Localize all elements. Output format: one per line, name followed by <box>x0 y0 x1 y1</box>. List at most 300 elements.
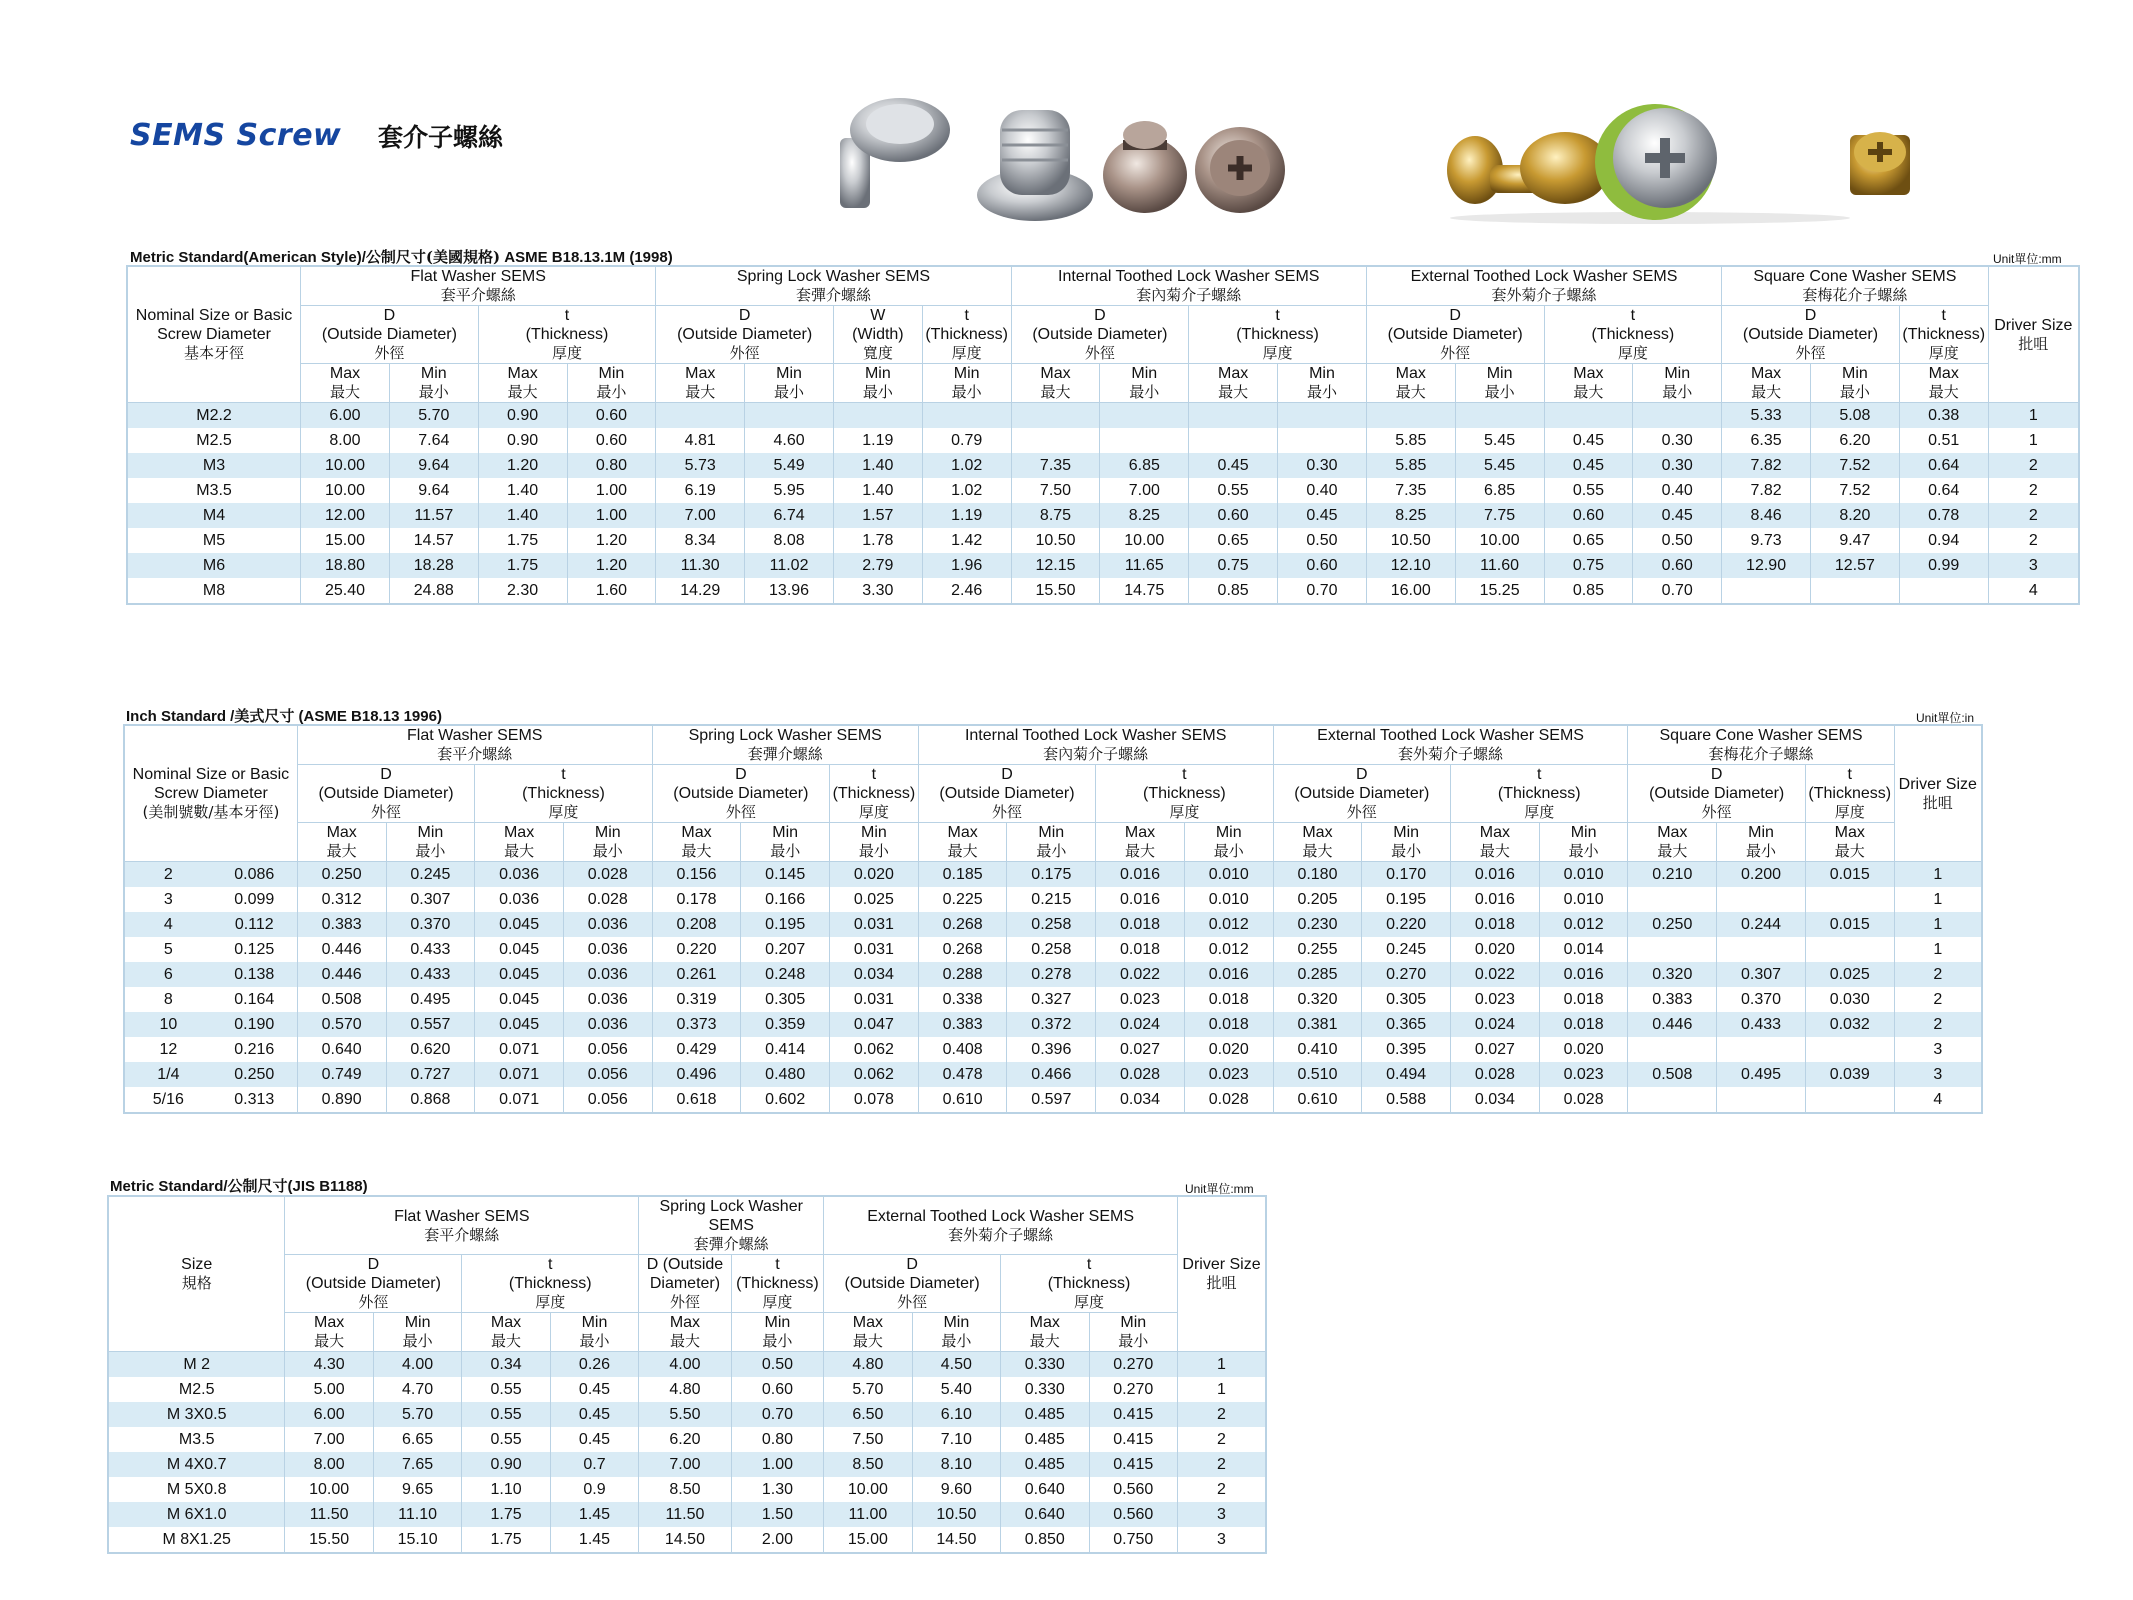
value-cell: 0.036 <box>563 962 652 987</box>
t2-group-cn: 套彈介螺絲 <box>747 745 823 763</box>
t1-dim-en: (Outside Diameter) <box>1742 326 1879 343</box>
size-cell: M 2 <box>108 1352 285 1378</box>
value-cell: 0.620 <box>386 1037 475 1062</box>
value-cell: 0.60 <box>567 403 656 429</box>
value-cell: 0.396 <box>1007 1037 1096 1062</box>
t1-dim-cn: 厚度 <box>1617 344 1648 362</box>
value-cell: 5.45 <box>1455 453 1544 478</box>
value-cell: 4.60 <box>745 428 834 453</box>
value-cell: 0.373 <box>652 1012 741 1037</box>
value-cell: 0.485 <box>1001 1427 1089 1452</box>
t3-group-en: External Toothed Lock Washer SEMS <box>867 1207 1134 1225</box>
t1-group-header <box>1011 266 1366 306</box>
value-cell: 1.57 <box>833 503 922 528</box>
t3-dim-en: (Outside Diameter) <box>844 1275 980 1292</box>
value-cell: 0.45 <box>550 1377 638 1402</box>
value-cell: 0.60 <box>1633 553 1722 578</box>
t1-maxmin-en: Min <box>864 365 891 382</box>
t3-group-header <box>824 1196 1178 1255</box>
value-cell: 0.270 <box>1089 1352 1178 1378</box>
value-cell: 5.49 <box>745 453 834 478</box>
value-cell: 1.30 <box>731 1477 823 1502</box>
t2-dim-header <box>652 765 829 823</box>
t1-maxmin-cn: 最大 <box>507 383 538 401</box>
t1-dim-symbol: D <box>383 307 396 324</box>
table-row <box>124 912 1982 937</box>
value-cell: 1.75 <box>462 1502 550 1527</box>
t1-maxmin-header <box>1011 364 1100 403</box>
t1-dim-symbol: t <box>964 307 969 324</box>
value-cell: 12.00 <box>301 503 390 528</box>
t2-maxmin-cn: 最大 <box>326 842 357 860</box>
t3-dim-en: (Thickness) <box>1047 1275 1131 1292</box>
t1-group-header <box>656 266 1011 306</box>
value-cell: 0.85 <box>1544 578 1633 604</box>
value-cell: 0.032 <box>1805 1012 1894 1037</box>
t2-dim-en: (Outside Diameter) <box>1294 785 1430 802</box>
t2-maxmin-cn: 最小 <box>592 842 623 860</box>
t1-maxmin-en: Min <box>776 365 802 382</box>
t2-maxmin-en: Min <box>594 824 621 841</box>
value-cell: 9.64 <box>389 453 478 478</box>
nominal-size-cell: 10 <box>124 1012 212 1037</box>
value-cell: 1.40 <box>833 478 922 503</box>
value-cell: 0.166 <box>741 887 830 912</box>
value-cell: 0.258 <box>1007 912 1096 937</box>
value-cell <box>745 403 834 429</box>
t1-maxmin-cn: 最小 <box>862 383 893 401</box>
t1-maxmin-header <box>389 364 478 403</box>
size-cell: M 6X1.0 <box>108 1502 285 1527</box>
value-cell: 14.75 <box>1100 578 1189 604</box>
t2-maxmin-header <box>1451 823 1540 862</box>
t1-dim-cn: 外徑 <box>1795 344 1826 362</box>
nominal-size-cell: 0.190 <box>212 1012 298 1037</box>
value-cell: 11.60 <box>1455 553 1544 578</box>
value-cell: 1.75 <box>478 553 567 578</box>
t2-dim-symbol: t <box>1847 766 1852 783</box>
t1-dim-symbol: D <box>738 307 751 324</box>
value-cell: 7.82 <box>1722 453 1811 478</box>
value-cell: 7.00 <box>639 1452 731 1477</box>
table-row <box>127 528 2079 553</box>
t1-caption-a: Metric Standard(American Style)/ <box>130 249 366 266</box>
t2-group-cn: 套梅花介子螺絲 <box>1708 745 1814 763</box>
t1-dim-cn: 厚度 <box>951 344 982 362</box>
t3-size-cn: 規格 <box>181 1274 212 1292</box>
t1-maxmin-en: Max <box>1218 365 1249 382</box>
value-cell <box>1899 578 1988 604</box>
value-cell: 15.10 <box>373 1527 461 1553</box>
value-cell: 12.90 <box>1722 553 1811 578</box>
nominal-size-cell: 0.164 <box>212 987 298 1012</box>
value-cell: 0.024 <box>1451 1012 1540 1037</box>
t1-maxmin-header <box>1100 364 1189 403</box>
t2-maxmin-cn: 最小 <box>770 842 801 860</box>
t1-maxmin-en: Min <box>598 365 625 382</box>
value-cell: 2 <box>1988 503 2079 528</box>
value-cell: 0.415 <box>1089 1427 1178 1452</box>
value-cell: 0.414 <box>741 1037 830 1062</box>
value-cell: 0.205 <box>1273 887 1362 912</box>
t2-maxmin-en: Min <box>861 824 887 841</box>
value-cell: 0.429 <box>652 1037 741 1062</box>
value-cell: 0.180 <box>1273 862 1362 888</box>
t3-maxmin-en: Max <box>852 1314 883 1331</box>
value-cell: 0.016 <box>1184 962 1273 987</box>
nominal-size-cell: M8 <box>127 578 301 604</box>
t1-maxmin-cn: 最大 <box>329 383 360 401</box>
t2-dim-header <box>1273 765 1450 823</box>
value-cell: 0.036 <box>563 937 652 962</box>
t3-group-cn: 套彈介螺絲 <box>693 1235 769 1253</box>
value-cell: 12.57 <box>1810 553 1899 578</box>
value-cell: 3 <box>1178 1527 1266 1553</box>
t2-maxmin-en: Min <box>1215 824 1242 841</box>
value-cell: 0.034 <box>1451 1087 1540 1113</box>
value-cell: 0.64 <box>1899 478 1988 503</box>
value-cell <box>1628 937 1717 962</box>
value-cell: 0.285 <box>1273 962 1362 987</box>
sems-screw-photo-5 <box>1447 104 1850 224</box>
value-cell: 5.33 <box>1722 403 1811 429</box>
value-cell: 0.50 <box>731 1352 823 1378</box>
value-cell: 0.727 <box>386 1062 475 1087</box>
t1-dim-cn: 外徑 <box>374 344 405 362</box>
value-cell: 0.255 <box>1273 937 1362 962</box>
value-cell: 1.19 <box>922 503 1011 528</box>
t3-dim-header <box>731 1255 823 1313</box>
value-cell: 0.433 <box>386 962 475 987</box>
product-photos <box>830 90 2133 230</box>
value-cell: 0.245 <box>386 862 475 888</box>
value-cell: 0.55 <box>462 1427 550 1452</box>
value-cell <box>1278 428 1367 453</box>
t2-maxmin-cn: 最小 <box>1036 842 1067 860</box>
t3-dim-cn: 厚度 <box>535 1293 566 1311</box>
value-cell: 0.64 <box>1899 453 1988 478</box>
value-cell: 0.036 <box>563 1012 652 1037</box>
t3-dim-cn: 外徑 <box>897 1293 928 1311</box>
value-cell: 15.25 <box>1455 578 1544 604</box>
table-row <box>127 428 2079 453</box>
t3-maxmin-en: Min <box>943 1314 970 1331</box>
t2-dim-symbol: t <box>561 766 566 783</box>
value-cell: 0.023 <box>1451 987 1540 1012</box>
value-cell: 0.305 <box>1362 987 1451 1012</box>
value-cell: 15.00 <box>824 1527 912 1553</box>
value-cell: 3 <box>1178 1502 1266 1527</box>
t3-group-cn: 套外菊介子螺絲 <box>948 1225 1054 1244</box>
t2-maxmin-header <box>652 823 741 862</box>
value-cell: 0.640 <box>1001 1502 1089 1527</box>
value-cell: 0.446 <box>1628 1012 1717 1037</box>
t2-caption-a: Inch Standard / <box>126 708 235 725</box>
value-cell: 0.446 <box>297 962 386 987</box>
value-cell: 0.258 <box>1007 937 1096 962</box>
value-cell <box>922 403 1011 429</box>
value-cell: 0.307 <box>386 887 475 912</box>
value-cell: 6.00 <box>285 1402 373 1427</box>
t1-nominal-en1: Nominal Size or Basic <box>135 307 293 324</box>
value-cell: 0.195 <box>1362 887 1451 912</box>
value-cell: 0.036 <box>475 862 564 888</box>
t1-caption-b: ASME B18.13.1M (1998) <box>500 249 673 266</box>
value-cell: 2 <box>1988 478 2079 503</box>
metric-jis-table <box>107 1195 1267 1554</box>
value-cell: 0.175 <box>1007 862 1096 888</box>
value-cell: 1.45 <box>550 1527 638 1553</box>
value-cell: 0.45 <box>1278 503 1367 528</box>
t1-group-header <box>301 266 656 306</box>
value-cell: 8.25 <box>1366 503 1455 528</box>
t1-driver-cn: 批咀 <box>2018 334 2049 353</box>
t1-dim-symbol: t <box>1941 307 1946 324</box>
nominal-size-cell: 8 <box>124 987 212 1012</box>
t2-dim-header <box>1096 765 1273 823</box>
t1-group-cn: 套梅花介子螺絲 <box>1802 286 1908 304</box>
t1-group-en: Square Cone Washer SEMS <box>1753 268 1957 285</box>
value-cell: 10.00 <box>824 1477 912 1502</box>
t2-maxmin-header <box>1007 823 1096 862</box>
value-cell: 0.056 <box>563 1037 652 1062</box>
t1-dim-cn: 外徑 <box>1084 344 1115 362</box>
t2-dim-en: (Thickness) <box>1143 785 1226 802</box>
t1-maxmin-cn: 最大 <box>685 383 716 401</box>
value-cell: 9.65 <box>373 1477 461 1502</box>
value-cell: 0.178 <box>652 887 741 912</box>
nominal-size-cell: 0.099 <box>212 887 298 912</box>
t2-maxmin-en: Min <box>417 824 444 841</box>
value-cell: 0.018 <box>1539 987 1628 1012</box>
value-cell: 0.031 <box>830 937 919 962</box>
value-cell: 0.9 <box>550 1477 638 1502</box>
value-cell: 1 <box>1178 1352 1266 1378</box>
value-cell: 3 <box>1894 1062 1982 1087</box>
t1-maxmin-header <box>1633 364 1722 403</box>
value-cell: 0.50 <box>1278 528 1367 553</box>
t3-maxmin-header <box>1001 1313 1089 1352</box>
t3-dim-symbol: D <box>367 1256 380 1273</box>
t2-maxmin-en: Max <box>681 824 712 841</box>
value-cell: 7.35 <box>1011 453 1100 478</box>
t2-maxmin-header <box>297 823 386 862</box>
value-cell <box>1717 887 1806 912</box>
t1-group-en: External Toothed Lock Washer SEMS <box>1410 268 1678 285</box>
value-cell: 0.610 <box>918 1087 1007 1113</box>
value-cell: 0.868 <box>386 1087 475 1113</box>
t3-maxmin-header <box>1089 1313 1178 1352</box>
value-cell: 0.012 <box>1184 937 1273 962</box>
t3-size-header <box>108 1196 285 1352</box>
t3-dim-header <box>639 1255 731 1313</box>
t2-maxmin-header <box>1096 823 1185 862</box>
t1-maxmin-header <box>1810 364 1899 403</box>
value-cell: 6.10 <box>912 1402 1000 1427</box>
t1-dim-header <box>922 306 1011 364</box>
value-cell: 0.60 <box>731 1377 823 1402</box>
nominal-size-cell: 2 <box>124 862 212 888</box>
t1-dim-header <box>1189 306 1367 364</box>
value-cell: 0.036 <box>563 912 652 937</box>
t3-caption-a: Metric Standard/ <box>110 1178 228 1195</box>
t2-group-en: Spring Lock Washer SEMS <box>688 727 882 744</box>
value-cell: 0.056 <box>563 1087 652 1113</box>
t1-dim-en: (Outside Diameter) <box>1387 326 1523 343</box>
value-cell: 10.00 <box>1455 528 1544 553</box>
value-cell: 0.170 <box>1362 862 1451 888</box>
value-cell: 0.90 <box>478 428 567 453</box>
t2-maxmin-cn: 最大 <box>1125 842 1156 860</box>
table-row <box>127 578 2079 604</box>
t1-maxmin-en: Max <box>1750 365 1782 382</box>
value-cell: 2 <box>1894 962 1982 987</box>
t2-maxmin-cn: 最小 <box>415 842 446 860</box>
value-cell: 1.20 <box>478 453 567 478</box>
value-cell: 8.00 <box>301 428 390 453</box>
value-cell: 1.10 <box>462 1477 550 1502</box>
value-cell: 0.383 <box>918 1012 1007 1037</box>
value-cell: 0.071 <box>475 1087 564 1113</box>
table-row <box>108 1377 1266 1402</box>
value-cell: 0.010 <box>1184 887 1273 912</box>
t2-dim-symbol: D <box>1356 766 1368 783</box>
t2-group-header <box>1273 725 1628 765</box>
value-cell: 11.02 <box>745 553 834 578</box>
value-cell: 0.40 <box>1633 478 1722 503</box>
value-cell: 8.75 <box>1011 503 1100 528</box>
t1-dim-cn: 外徑 <box>729 344 760 362</box>
nominal-size-cell: 0.112 <box>212 912 298 937</box>
t1-dim-en: (Thickness) <box>1902 326 1986 343</box>
t1-dim-symbol: t <box>1275 307 1280 324</box>
t1-dim-cn: 厚度 <box>1928 344 1959 362</box>
t2-caption-b: (ASME B18.13 1996) <box>294 708 442 725</box>
value-cell <box>1278 403 1367 429</box>
value-cell: 7.00 <box>1100 478 1189 503</box>
value-cell: 0.383 <box>1628 987 1717 1012</box>
t1-driver-header <box>1988 266 2079 403</box>
value-cell: 0.018 <box>1539 1012 1628 1037</box>
t3-maxmin-header <box>824 1313 912 1352</box>
t2-maxmin-cn: 最小 <box>1746 842 1777 860</box>
value-cell: 8.00 <box>285 1452 373 1477</box>
t2-maxmin-en: Max <box>1834 824 1865 841</box>
value-cell: 0.85 <box>1189 578 1278 604</box>
value-cell: 0.850 <box>1001 1527 1089 1553</box>
value-cell: 5.95 <box>745 478 834 503</box>
t1-maxmin-cn: 最小 <box>1662 383 1693 401</box>
t2-maxmin-en: Max <box>947 824 978 841</box>
t2-dim-cn: 厚度 <box>1524 803 1555 821</box>
t1-dim-cn: 厚度 <box>552 344 583 362</box>
value-cell: 0.025 <box>1805 962 1894 987</box>
value-cell: 0.395 <box>1362 1037 1451 1062</box>
value-cell: 0.55 <box>462 1377 550 1402</box>
value-cell: 1.50 <box>731 1502 823 1527</box>
t2-maxmin-cn: 最大 <box>1479 842 1510 860</box>
nominal-size-cell: M6 <box>127 553 301 578</box>
t1-dim-symbol: D <box>1094 307 1106 324</box>
value-cell <box>1011 428 1100 453</box>
t1-dim-cn: 寬度 <box>862 344 893 362</box>
value-cell: 0.185 <box>918 862 1007 888</box>
value-cell: 0.45 <box>1633 503 1722 528</box>
value-cell: 4.50 <box>912 1352 1000 1378</box>
value-cell: 0.028 <box>1096 1062 1185 1087</box>
t3-maxmin-cn: 最大 <box>314 1332 345 1350</box>
value-cell: 1 <box>1988 428 2079 453</box>
value-cell: 0.433 <box>1717 1012 1806 1037</box>
value-cell: 0.031 <box>830 987 919 1012</box>
t1-maxmin-en: Min <box>1664 365 1691 382</box>
t1-maxmin-cn: 最大 <box>1218 383 1249 401</box>
value-cell: 0.016 <box>1451 862 1540 888</box>
value-cell: 0.014 <box>1539 937 1628 962</box>
t1-nominal-en2: Screw Diameter <box>157 326 271 343</box>
value-cell: 0.261 <box>652 962 741 987</box>
value-cell: 0.330 <box>1001 1352 1089 1378</box>
t2-driver-cn: 批咀 <box>1922 793 1953 812</box>
sems-screw-photo-4 <box>1195 127 1285 213</box>
t2-dim-en: (Outside Diameter) <box>673 785 809 802</box>
value-cell: 0.245 <box>1362 937 1451 962</box>
t3-maxmin-en: Max <box>669 1314 701 1331</box>
nominal-size-cell: M3.5 <box>127 478 301 503</box>
t3-maxmin-cn: 最小 <box>579 1332 610 1350</box>
size-cell: M 8X1.25 <box>108 1527 285 1553</box>
value-cell: 14.57 <box>389 528 478 553</box>
table-row <box>124 1012 1982 1037</box>
value-cell: 0.90 <box>478 403 567 429</box>
t3-maxmin-en: Max <box>490 1314 522 1331</box>
t1-maxmin-cn: 最小 <box>951 383 982 401</box>
t3-maxmin-en: Min <box>764 1314 791 1331</box>
t1-unit: Unit單位:mm <box>1993 252 2062 266</box>
t2-maxmin-header <box>830 823 919 862</box>
t2-group-en: Flat Washer SEMS <box>407 727 543 744</box>
value-cell: 0.45 <box>1544 453 1633 478</box>
value-cell: 7.50 <box>824 1427 912 1452</box>
value-cell: 1 <box>1988 403 2079 429</box>
value-cell: 0.602 <box>741 1087 830 1113</box>
value-cell <box>1544 403 1633 429</box>
t3-group-header <box>285 1196 639 1255</box>
t2-maxmin-cn: 最大 <box>504 842 535 860</box>
value-cell: 0.012 <box>1184 912 1273 937</box>
value-cell: 11.10 <box>373 1502 461 1527</box>
value-cell <box>1628 1087 1717 1113</box>
t2-dim-header <box>918 765 1095 823</box>
t2-maxmin-en: Min <box>1570 824 1597 841</box>
value-cell: 10.00 <box>1100 528 1189 553</box>
t2-maxmin-cn: 最大 <box>681 842 712 860</box>
value-cell: 0.028 <box>563 862 652 888</box>
value-cell: 0.020 <box>1451 937 1540 962</box>
value-cell: 0.40 <box>1278 478 1367 503</box>
table-row <box>127 453 2079 478</box>
value-cell: 0.156 <box>652 862 741 888</box>
value-cell: 5.70 <box>389 403 478 429</box>
value-cell: 10.50 <box>912 1502 1000 1527</box>
value-cell <box>833 403 922 429</box>
t3-maxmin-cn: 最小 <box>762 1332 793 1350</box>
t1-dim-en: (Thickness) <box>925 326 1009 343</box>
t1-dim-header <box>656 306 834 364</box>
t1-maxmin-en: Min <box>1486 365 1513 382</box>
nominal-size-cell: M4 <box>127 503 301 528</box>
value-cell: 1.02 <box>922 478 1011 503</box>
